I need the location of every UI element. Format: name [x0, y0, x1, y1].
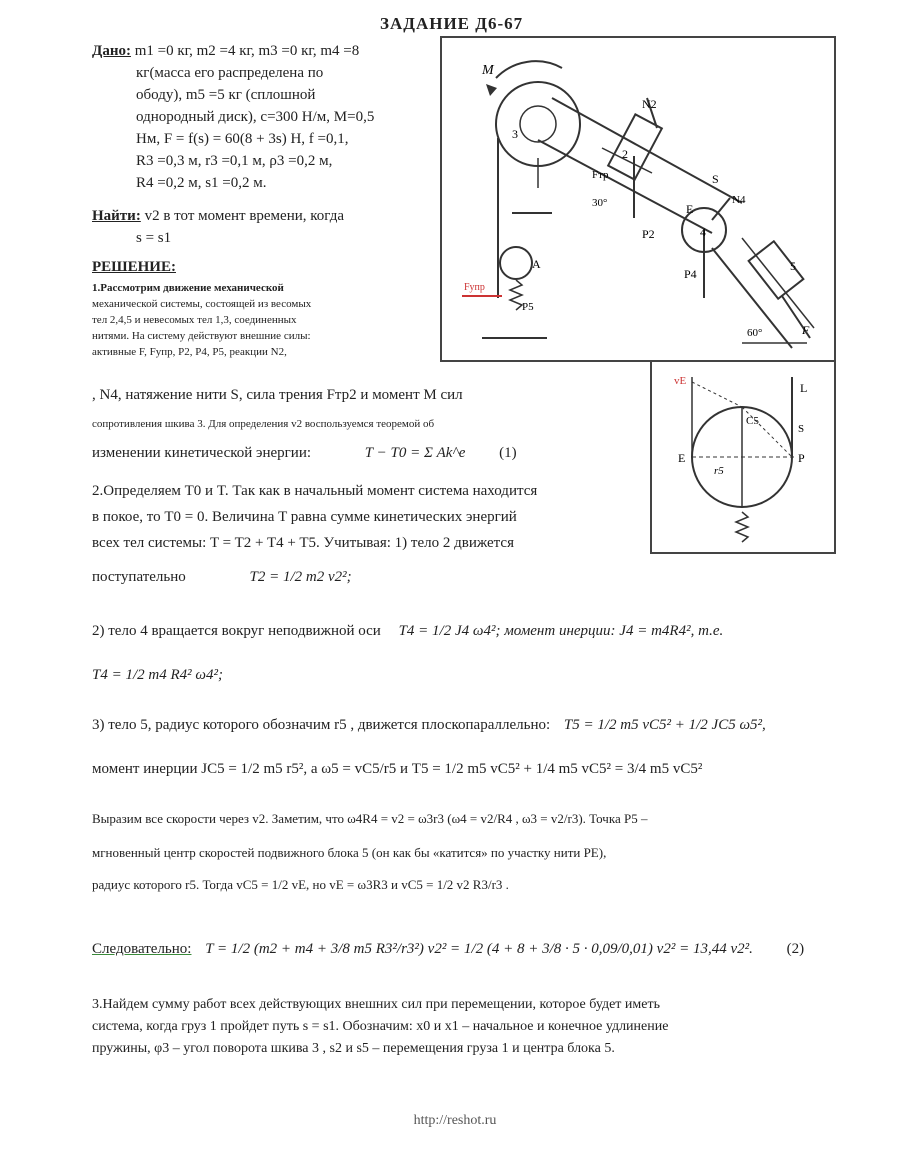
figure-label: vE	[674, 375, 687, 387]
figure-label: P5	[522, 301, 534, 313]
given-label: Дано:	[92, 43, 131, 59]
velocity-relations	[92, 808, 892, 896]
text-line: 2) тело 4 вращается вокруг неподвижной оси	[92, 623, 381, 639]
text-line: в покое, то T0 = 0. Величина T равна сумме кинетических энергий	[92, 509, 517, 525]
text-line: радиус которого r5. Тогда vC5 = 1/2 vE, но vE = ω3R3 и vC5 = 1/2 v2 R3/r3 .	[92, 877, 509, 892]
text-line: система, когда груз 1 пройдет путь s = s1. Обозначим: x0 и x1 – начальное и конечное удлинение	[92, 1019, 669, 1034]
text-line: пружины, φ3 – угол поворота шкива 3 , s2 и s5 – перемещения груза 1 и центра блока 5.	[92, 1041, 615, 1056]
find-label: Найти:	[92, 208, 141, 224]
equation-1: T − T0 = Σ Ak^e	[364, 445, 466, 461]
text-line: всех тел системы: T = T2 + T4 + T5. Учитывая: 1) тело 2 движется	[92, 535, 514, 551]
main-figure	[440, 36, 836, 362]
equation-t5-expanded: момент инерции JC5 = 1/2 m5 r5², a ω5 = vC5/r5 и T5 = 1/2 m5 vC5² + 1/4 m5 vC5² = 3/4 m5 vC5²	[92, 761, 703, 777]
figure-label: N4	[732, 194, 746, 206]
figure-label: S	[712, 172, 719, 186]
solution-intro	[92, 280, 437, 360]
step-2-body-4	[92, 620, 862, 642]
equation-t4: T4 = 1/2 J4 ω4²; момент инерции: J4 = m4R4², т.е.	[398, 623, 724, 639]
given-line: ободу), m5 =5 кг (сплошной	[136, 87, 316, 103]
figure-label: A	[532, 257, 541, 271]
given-line: Нм, F = f(s) = 60(8 + 3s) Н, f =0,1,	[136, 131, 349, 147]
given-line: R3 =0,3 м, r3 =0,1 м, ρ3 =0,2 м,	[136, 153, 333, 169]
find-block	[92, 205, 432, 249]
figure-label: L	[800, 381, 808, 395]
step-2-body-5	[92, 714, 892, 736]
footer-url: http://reshot.ru	[413, 1113, 497, 1128]
solution-line: сопротивления шкива 3. Для определения v2 воспользуемся теоремой об	[92, 418, 435, 430]
step-2	[92, 480, 652, 588]
figure-label: 30°	[592, 197, 608, 209]
equation-1-number: (1)	[499, 445, 517, 461]
text-line: поступательно	[92, 569, 186, 585]
figure-label: 5	[790, 259, 796, 273]
figure-label: E	[686, 202, 694, 216]
solution-intro-cont	[92, 384, 652, 464]
mechanism-diagram	[442, 38, 834, 360]
figure-label: 4	[700, 225, 706, 239]
equation-t2: T2 = 1/2 m2 v2²;	[249, 569, 352, 585]
figure-label: Fупр	[464, 282, 485, 293]
given-line: m1 =0 кг, m2 =4 кг, m3 =0 кг, m4 =8	[134, 43, 360, 59]
pulley-diagram	[652, 362, 834, 552]
consequently-label: Следовательно:	[92, 941, 192, 957]
text-line: мгновенный центр скоростей подвижного блока 5 (он как бы «катится» по участку нити PE),	[92, 845, 607, 860]
pulley-figure	[650, 360, 836, 554]
find-line: s = s1	[136, 230, 172, 246]
figure-label: P2	[642, 227, 655, 241]
figure-label: M	[482, 63, 494, 78]
figure-label: N2	[642, 97, 657, 111]
given-line: однородный диск), c=300 Н/м, М=0,5	[136, 109, 375, 125]
page-title: ЗАДАНИЕ Д6-67	[380, 14, 524, 33]
step-3	[92, 994, 892, 1060]
figure-label: 2	[622, 147, 628, 161]
figure-label: P4	[684, 267, 697, 281]
figure-label: C5	[746, 415, 759, 427]
solution-label: РЕШЕНИЕ:	[92, 259, 176, 275]
solution-line: механической системы, состоящей из весомых	[92, 298, 312, 310]
given-block	[92, 40, 432, 194]
equation-t5: T5 = 1/2 m5 vC5² + 1/2 JC5 ω5²,	[563, 717, 766, 733]
solution-line: 1.Рассмотрим движение механической	[92, 282, 284, 294]
equation-2: T = 1/2 (m2 + m4 + 3/8 m5 R3²/r3²) v2² = 1/2 (4 + 8 + 3/8 · 5 · 0,09/0,01) v2² = 13,44 v2².	[205, 941, 753, 957]
solution-line: нитями. На систему действуют внешние силы:	[92, 330, 311, 342]
find-line: v2 в тот момент времени, когда	[144, 208, 344, 224]
figure-label: E	[678, 451, 686, 465]
equation-t4-full: T4 = 1/2 m4 R4² ω4²;	[92, 667, 223, 683]
figure-label: 3	[512, 127, 518, 141]
figure-label: P	[798, 451, 805, 465]
kinetic-energy-result	[92, 938, 892, 960]
given-line: кг(масса его распределена по	[136, 65, 324, 81]
text-line: 3.Найдем сумму работ всех действующих внешних сил при перемещении, которое будет иметь	[92, 997, 660, 1012]
figure-label: 60°	[747, 327, 763, 339]
figure-label: Fтр	[592, 169, 609, 181]
given-line: R4 =0,2 м, s1 =0,2 м.	[136, 175, 267, 191]
figure-label: r5	[714, 465, 724, 477]
text-line: Выразим все скорости через v2. Заметим, что ω4R4 = v2 = ω3r3 (ω4 = v2/R4 , ω3 = v2/r3). Точка P5 –	[92, 811, 648, 826]
equation-2-number: (2)	[786, 941, 805, 957]
solution-line: активные F, Fупр, P2, P4, P5, реакции N2,	[92, 346, 287, 358]
figure-label: S	[798, 423, 805, 435]
figure-label: F	[802, 323, 810, 337]
solution-line: , N4, натяжение нити S, сила трения Fтр2 и момент M сил	[92, 387, 463, 403]
text-line: 3) тело 5, радиус которого обозначим r5 , движется плоскопараллельно:	[92, 717, 551, 733]
solution-line: тел 2,4,5 и невесомых тел 1,3, соединенных	[92, 314, 297, 326]
solution-line: изменении кинетической энергии:	[92, 445, 312, 461]
text-line: 2.Определяем T0 и T. Так как в начальный момент система находится	[92, 483, 538, 499]
